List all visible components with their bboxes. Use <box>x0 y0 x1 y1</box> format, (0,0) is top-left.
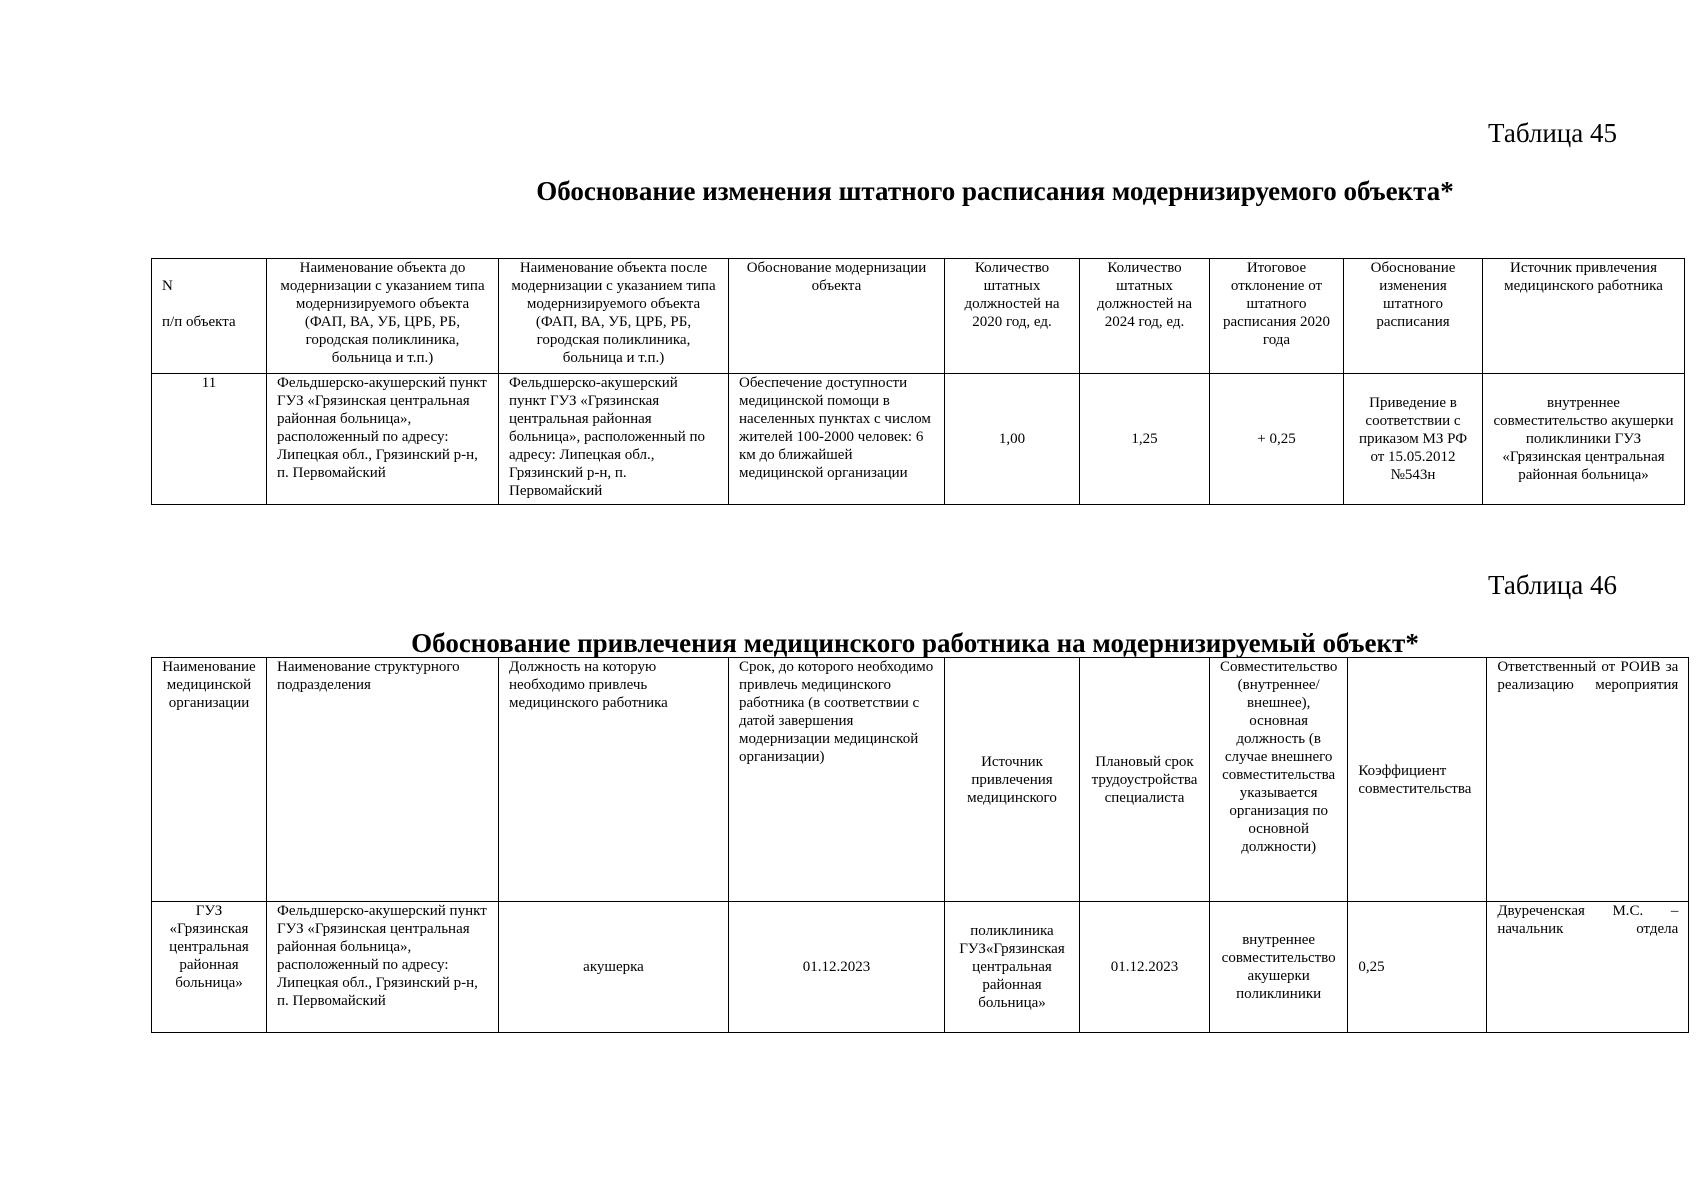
table-46-title: Обоснование привлечения медицинского работника на модернизируемый объект* <box>411 628 1419 658</box>
table-45-caption: Таблица 45 <box>1488 118 1617 148</box>
cell-org-name: ГУЗ «Грязинская центральная районная больница» <box>152 902 267 1033</box>
cell-position: акушерка <box>499 902 729 1033</box>
cell-positions-2020: 1,00 <box>945 374 1080 505</box>
table-45-title: Обоснование изменения штатного расписания модернизируемого объекта* <box>536 176 1454 206</box>
header-positions-2024: Количество штатных должностей на 2024 год, ед. <box>1080 259 1210 374</box>
table-row <box>152 374 1685 505</box>
cell-source: поликлиника ГУЗ«Грязинская центральная районная больница» <box>945 902 1080 1033</box>
staff-recruitment-table <box>151 657 1689 1033</box>
cell-staff-change-basis: Приведение в соответствии с приказом МЗ РФ от 15.05.2012 №543н <box>1344 374 1483 505</box>
header-combination: Совместительство (внутреннее/внешнее), основная должность (в случае внешнего совместительства указывается организация по основной должности) <box>1210 658 1348 902</box>
table-row <box>152 902 1689 1033</box>
header-deadline: Срок, до которого необходимо привлечь медицинского работника (в соответствии с датой завершения модернизации медицинской организации) <box>729 658 945 902</box>
header-division: Наименование структурного подразделения <box>267 658 499 902</box>
header-staff-change-basis: Обоснование изменения штатного расписания <box>1344 259 1483 374</box>
header-n-sublabel: п/п объекта <box>162 314 236 330</box>
table-header-row <box>152 259 1685 374</box>
header-position: Должность на которую необходимо привлечь медицинского работника <box>499 658 729 902</box>
cell-n: 11 <box>152 374 267 505</box>
table-header-row <box>152 658 1689 902</box>
header-justification: Обоснование модернизации объекта <box>729 259 945 374</box>
cell-combination: внутреннее совместительство акушерки поликлиники <box>1210 902 1348 1033</box>
cell-positions-2024: 1,25 <box>1080 374 1210 505</box>
header-positions-2020: Количество штатных должностей на 2020 год, ед. <box>945 259 1080 374</box>
cell-deadline: 01.12.2023 <box>729 902 945 1033</box>
cell-justification: Обеспечение доступности медицинской помощи в населенных пунктах с числом жителей 100-2000 человек: 6 км до ближайшей медицинской организации <box>729 374 945 505</box>
cell-responsible: Двуреченская М.С. – начальник отдела <box>1487 902 1689 1033</box>
header-org-name: Наименование медицинской организации <box>152 658 267 902</box>
cell-name-before: Фельдшерско-акушерский пункт ГУЗ «Грязинская центральная районная больница», расположенный по адресу: Липецкая обл., Грязинский р-н, п. Первомайский <box>267 374 499 505</box>
header-source: Источник привлечения медицинского <box>945 658 1080 902</box>
cell-division: Фельдшерско-акушерский пункт ГУЗ «Грязинская центральная районная больница», расположенный по адресу: Липецкая обл., Грязинский р-н, п. Первомайский <box>267 902 499 1033</box>
cell-planned-date: 01.12.2023 <box>1080 902 1210 1033</box>
cell-coefficient: 0,25 <box>1348 902 1487 1033</box>
cell-source: внутреннее совместительство акушерки поликлиники ГУЗ «Грязинская центральная районная больница» <box>1483 374 1685 505</box>
staff-change-table <box>151 258 1685 505</box>
table-46-caption: Таблица 46 <box>1488 570 1617 600</box>
header-source: Источник привлечения медицинского работника <box>1483 259 1685 374</box>
header-n-label: N <box>162 278 173 294</box>
header-n <box>152 259 267 374</box>
header-name-after: Наименование объекта после модернизации с указанием типа модернизируемого объекта (ФАП, ВА, УБ, ЦРБ, РБ, городская поликлиника, больница и т.п.) <box>499 259 729 374</box>
cell-name-after: Фельдшерско-акушерский пункт ГУЗ «Грязинская центральная районная больница», расположенный по адресу: Липецкая обл., Грязинский р-н, п. Первомайский <box>499 374 729 505</box>
cell-deviation: + 0,25 <box>1210 374 1344 505</box>
header-name-before: Наименование объекта до модернизации с указанием типа модернизируемого объекта (ФАП, ВА, УБ, ЦРБ, РБ, городская поликлиника, больница и т.п.) <box>267 259 499 374</box>
header-planned-date: Плановый срок трудоустройства специалиста <box>1080 658 1210 902</box>
header-deviation: Итоговое отклонение от штатного расписания 2020 года <box>1210 259 1344 374</box>
header-coefficient: Коэффициент совместительства <box>1348 658 1487 902</box>
header-responsible: Ответственный от РОИВ за реализацию мероприятия <box>1487 658 1689 902</box>
